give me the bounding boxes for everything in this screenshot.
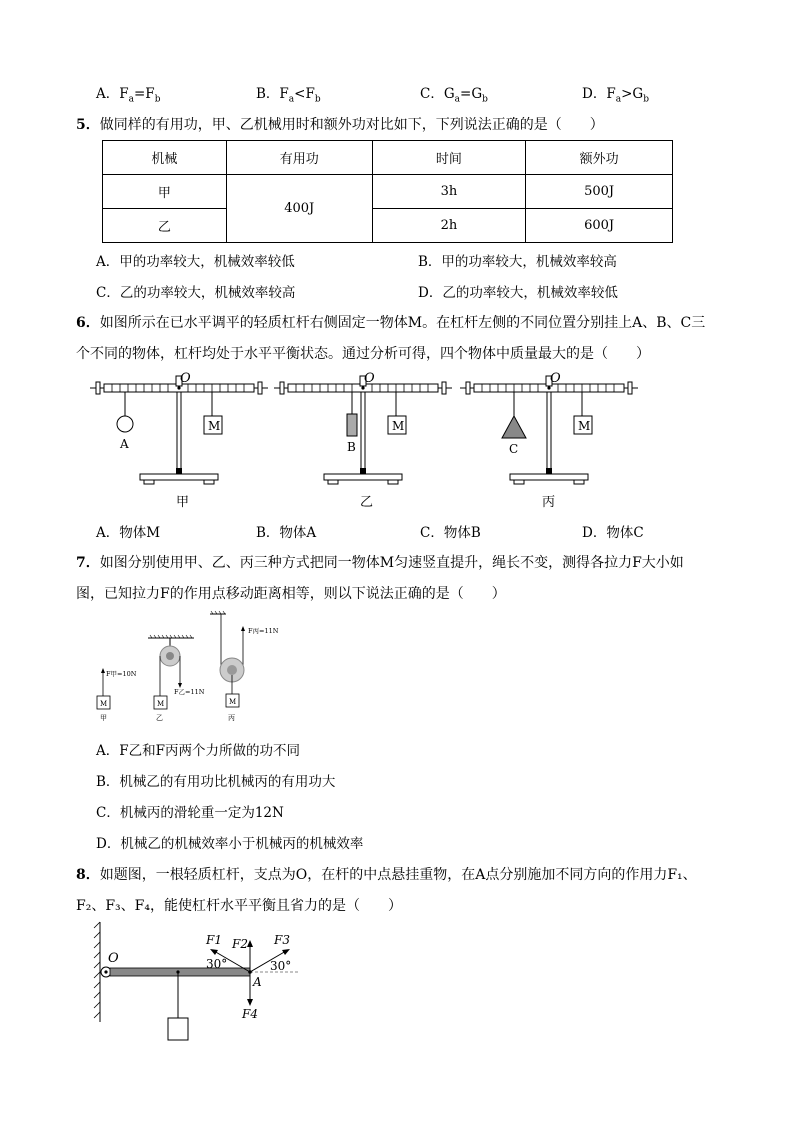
caption-yi: 乙 (156, 714, 163, 722)
q5-table (102, 140, 673, 243)
q6-option-c: C．物体B (420, 525, 481, 541)
q5-option-b: B．甲的功率较大，机械效率较高 (418, 254, 617, 270)
q5-option-c: C．乙的功率较大，机械效率较高 (96, 285, 296, 301)
caption-yi: 乙 (360, 495, 374, 510)
table-row (103, 209, 673, 243)
table-header: 机械 (103, 141, 227, 175)
q6-lever-figure (90, 368, 650, 516)
mass-label: M (100, 700, 108, 708)
table-cell: 2h (372, 209, 526, 243)
q6-stem-line1: 6．如图所示在已水平调平的轻质杠杆右侧固定一物体M。在杠杆左侧的不同位置分别挂上A、B、C三 (76, 315, 706, 331)
table-header: 额外功 (526, 141, 673, 175)
table-cell-useful: 400J (226, 175, 372, 243)
pivot-label: O (364, 371, 375, 386)
q8-lever-figure (90, 918, 320, 1048)
table-header: 有用功 (226, 141, 372, 175)
angle-label: 30° (206, 957, 228, 971)
object-label-c: C (509, 442, 519, 456)
pivot-label: O (108, 951, 119, 966)
object-label-b: B (347, 440, 356, 454)
mass-label: M (157, 700, 165, 708)
q4-option-a: A．$F_a=F_b$ (96, 86, 161, 105)
q6-option-b: B．物体A (256, 525, 317, 541)
force-label-f1: F1 (206, 933, 222, 947)
q4-option-b: B．$F_a<F_b$ (256, 86, 321, 105)
q6-stem-line2: 个不同的物体，杠杆均处于水平平衡状态。通过分析可得，四个物体中质量最大的是（ ） (76, 346, 650, 362)
table-cell: 3h (372, 175, 526, 209)
q7-option-c: C．机械丙的滑轮重一定为12N (96, 805, 284, 821)
q6-option-d: D．物体C (582, 525, 644, 541)
force-label-f2: F2 (232, 937, 248, 951)
q7-option-d: D．机械乙的机械效率小于机械丙的机械效率 (96, 836, 364, 852)
q5-stem: 5．做同样的有用功，甲、乙机械用时和额外功对比如下，下列说法正确的是（ ） (76, 117, 604, 133)
caption-bing: 丙 (542, 495, 556, 510)
table-header-row (103, 141, 673, 175)
mass-label: M (208, 419, 221, 433)
table-row (103, 175, 673, 209)
angle-label: 30° (270, 959, 292, 973)
force-label-bing: F丙=11N (248, 627, 279, 635)
q4-option-d: D．$F_a>G_b$ (582, 86, 649, 105)
caption-jia: 甲 (176, 495, 190, 510)
pivot-label: O (180, 371, 191, 386)
q7-stem-line2: 图，已知拉力F的作用点移动距离相等，则以下说法正确的是（ ） (76, 586, 506, 602)
q6-option-a: A．物体M (96, 525, 161, 541)
q5-option-d: D．乙的功率较大，机械效率较低 (418, 285, 618, 301)
caption-jia: 甲 (100, 714, 107, 722)
mass-label: M (578, 419, 591, 433)
q7-pulley-figure (90, 608, 290, 728)
q4-option-c: C．$G_a=G_b$ (420, 86, 488, 105)
q8-stem-line1: 8．如题图，一根轻质杠杆，支点为O，在杆的中点悬挂重物，在A点分别施加不同方向的作用力F₁、 (76, 867, 697, 883)
force-label-f4: F4 (242, 1007, 258, 1021)
table-cell: 甲 (103, 175, 227, 209)
caption-bing: 丙 (228, 714, 235, 722)
mass-label: M (392, 419, 405, 433)
table-header: 时间 (372, 141, 526, 175)
q5-option-a: A．甲的功率较大，机械效率较低 (96, 254, 295, 270)
table-cell: 600J (526, 209, 673, 243)
object-label-a: A (120, 437, 129, 451)
force-label-f3: F3 (274, 933, 290, 947)
pivot-label: O (550, 371, 561, 386)
point-label: A (253, 975, 262, 989)
q7-option-a: A．F乙和F丙两个力所做的功不同 (96, 743, 300, 759)
force-label-jia: F甲=10N (106, 670, 137, 678)
q7-stem-line1: 7．如图分别使用甲、乙、丙三种方式把同一物体M匀速竖直提升，绳长不变，测得各拉力F大小如 (76, 555, 684, 571)
force-label-yi: F乙=11N (174, 688, 205, 696)
mass-label: M (229, 698, 237, 706)
table-cell: 乙 (103, 209, 227, 243)
q7-option-b: B．机械乙的有用功比机械丙的有用功大 (96, 774, 336, 790)
table-cell: 500J (526, 175, 673, 209)
q8-stem-line2: F₂、F₃、F₄，能使杠杆水平平衡且省力的是（ ） (76, 898, 402, 914)
